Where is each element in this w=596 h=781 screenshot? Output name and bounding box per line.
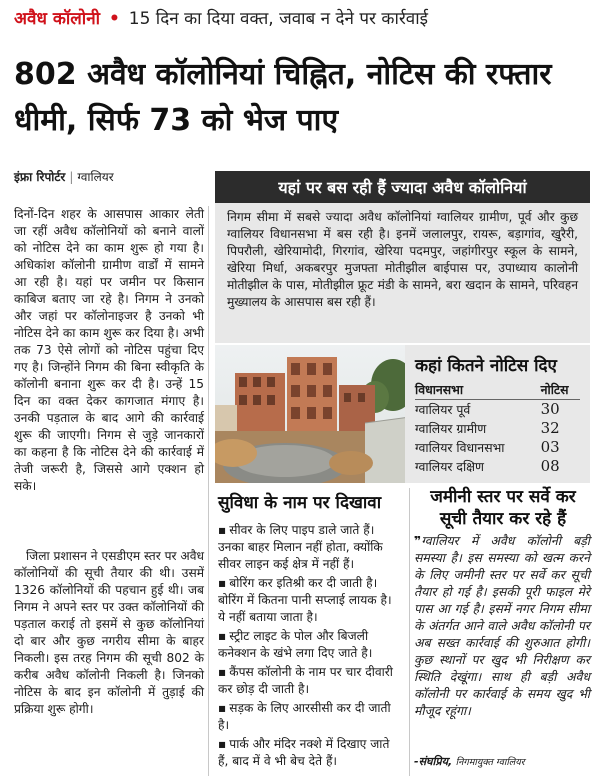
- notice-row-name: ग्वालियर ग्रामीण: [415, 421, 487, 436]
- notice-title: कहां कितने नोटिस दिए: [415, 356, 557, 376]
- list-item: ▪ बोरिंग कर इतिश्री कर दी जाती है। बोरिंग में कितना पानी सप्लाई लायक है। ये नहीं बताया जाता है।: [218, 575, 402, 626]
- notice-col-count: नोटिस: [535, 380, 580, 400]
- box-header: [215, 171, 590, 203]
- notice-row-name: ग्वालियर दक्षिण: [415, 459, 485, 474]
- quote-signature: [414, 754, 590, 769]
- notice-row-count: 32: [540, 419, 560, 437]
- notice-row: [415, 438, 580, 457]
- byline-city: ग्वालियर: [77, 170, 114, 184]
- kicker-bullet: •: [108, 9, 120, 29]
- notice-row: [415, 400, 580, 420]
- notice-box: [405, 345, 590, 483]
- list-item: ▪ कैंपस कॉलोनी के नाम पर चार दीवारी कर छोड़ दी जाती है।: [218, 664, 402, 698]
- column-divider: [208, 206, 209, 776]
- notice-table-header: [415, 380, 580, 400]
- list-item: ▪ स्ट्रीट लाइट के पोल और बिजली कनेक्शन के खंभे लगा दिए जाते है।: [218, 628, 402, 662]
- kicker: [14, 6, 589, 29]
- byline: [14, 168, 114, 185]
- notice-row-name: ग्वालियर विधानसभा: [415, 440, 505, 455]
- column-divider: [409, 488, 410, 776]
- survey-quote-text: ग्वालियर में अवैध कॉलोनी बड़ी समस्या है। इस समस्या को खत्म करने के लिए जमीनी स्तर पर सर्वे कर सूची तैयार हो गई है। इसकी पूरी फाइल मेरे पास आ गई है। इसमें नगर निगम सीमा के अंतर्गत आने वाले अवैध कॉलोनी पर अब सख्त कार्रवाई की शुरुआत होगी। कुछ स्थानों पर खुद भी निरीक्षण कर स्थिति देखूंगा। साथ ही बड़ी अवैध कॉलोनी पर कार्रवाई के समय खुद भी मौजूद रहूंगा।: [414, 533, 590, 718]
- signature-name: -संघप्रिय,: [414, 755, 453, 768]
- quote-mark-icon: ❞: [414, 533, 422, 548]
- signature-designation: निगमायुक्त ग्वालियर: [455, 757, 525, 768]
- byline-author: इंफ्रा रिपोर्टर: [14, 170, 66, 184]
- construction-photo: [215, 345, 410, 483]
- notice-row-count: 03: [540, 438, 560, 456]
- kicker-label: अवैध कॉलोनी: [14, 9, 101, 29]
- survey-title: जमीनी स्तर पर सर्वे कर सूची तैयार कर रहे हैं: [430, 487, 576, 529]
- notice-row: [415, 457, 580, 476]
- box-body: निगम सीमा में सबसे ज्यादा अवैध कॉलोनियां ग्वालियर ग्रामीण, पूर्व और कुछ ग्वालियर विधानसभा में बस रही है। इनमें जलालपुर, रायरू, बड़ागांव, खुरैरी, पिपरौली, खेरियामोदी, गिरगांव, खेरिया पदमपुर, जहांगीरपुर स्कूल के सामने, खेरिया मिर्धा, अकबरपुर मुजफ्ता मोतीझील बाईपास पर, उपाध्याय कालोनी मोतीझील के पास, मोतीझील फ्रूट मंडी के सामने, बरा खदान के सामने, परिवहन मुख्यालय के आसपास बस रही हैं।: [215, 203, 590, 343]
- construction-photo-drawing: [215, 345, 410, 483]
- notice-row-count: 08: [540, 457, 560, 475]
- notice-table: [415, 380, 580, 476]
- list-item: ▪ सीवर के लिए पाइप डाले जाते हैं। उनका बाहर मिलान नहीं होता, क्योंकि सीवर लाइन कई क्षेत्र में नहीं हैं।: [218, 522, 402, 573]
- survey-quote: [414, 532, 590, 719]
- list-item: ▪ पार्क और मंदिर नक्शे में दिखाए जाते हैं, बाद में वे भी बेच देते हैं।: [218, 736, 402, 770]
- box-title: यहां पर बस रही हैं ज्यादा अवैध कॉलोनियां: [278, 178, 527, 197]
- headline: 802 अवैध कॉलोनियां चिह्नित, नोटिस की रफ्तार धीमी, सिर्फ 73 को भेज पाए: [14, 57, 552, 138]
- notice-row-count: 30: [540, 400, 560, 418]
- article-paragraph-2: जिला प्रशासन ने एसडीएम स्तर पर अवैध कॉलोनियों की सूची तैयार की थी। उसमें 1326 कॉलोनियों की पहचान हुई थी। जब निगम ने अपने स्तर पर उक्त कॉलोनियों की पड़ताल कराई तो इसमें से कुछ कॉलोनियां दो बार और कुछ नगरीय सीमा के बाहर निकली। इस तरह निगम की सूची 802 के करीब अवैध कॉलोनी निकली है। जिनको नोटिस के बाद इन कॉलोनी में तुड़ाई की प्रक्रिया शुरू होगी।: [14, 549, 204, 716]
- suvidha-list: [218, 522, 402, 772]
- list-item: ▪ सड़क के लिए आरसीसी कर दी जाती है।: [218, 700, 402, 734]
- notice-col-constituency: विधानसभा: [415, 380, 535, 400]
- notice-row-name: ग्वालियर पूर्व: [415, 402, 471, 417]
- notice-row: [415, 419, 580, 438]
- suvidha-title: सुविधा के नाम पर दिखावा: [218, 493, 382, 513]
- kicker-text: 15 दिन का दिया वक्त, जवाब न देने पर कार्रवाई: [128, 9, 429, 29]
- byline-separator: |: [69, 170, 74, 184]
- article-paragraph-1: दिनों-दिन शहर के आसपास आकार लेती जा रहीं अवैध कॉलोनियों को बनाने वालों को नोटिस देने का काम शुरू हो गया है। अधिकांश कॉलोनी ग्रामीण वार्डों में सामने आ रही है। यहां पर जमीन पर किसान काबिज बताए जा रहे है। निगम ने उनको और जहां पर कॉलोनाइजर है उनको भी नोटिस देने का काम शुरू कर दिया है। अभी तक 73 ऐसे लोगों को नोटिस पहुंचा दिए गए है। जिन्होंने निगम की बिना स्वीकृति के कॉलोनी बनाना शुरू कर दी है। उन्हें 15 दिन का वक्त देकर कागजात मंगाए है। उनकी पड़ताल के बाद आगे की कार्रवाई शुरू की जाएगी। निगम से जुड़े जानकारों का कहना है कि नोटिस देने की कार्रवाई में तेजी जरूरी है, जिससे आगे एक्शन हो सके।: [14, 207, 204, 493]
